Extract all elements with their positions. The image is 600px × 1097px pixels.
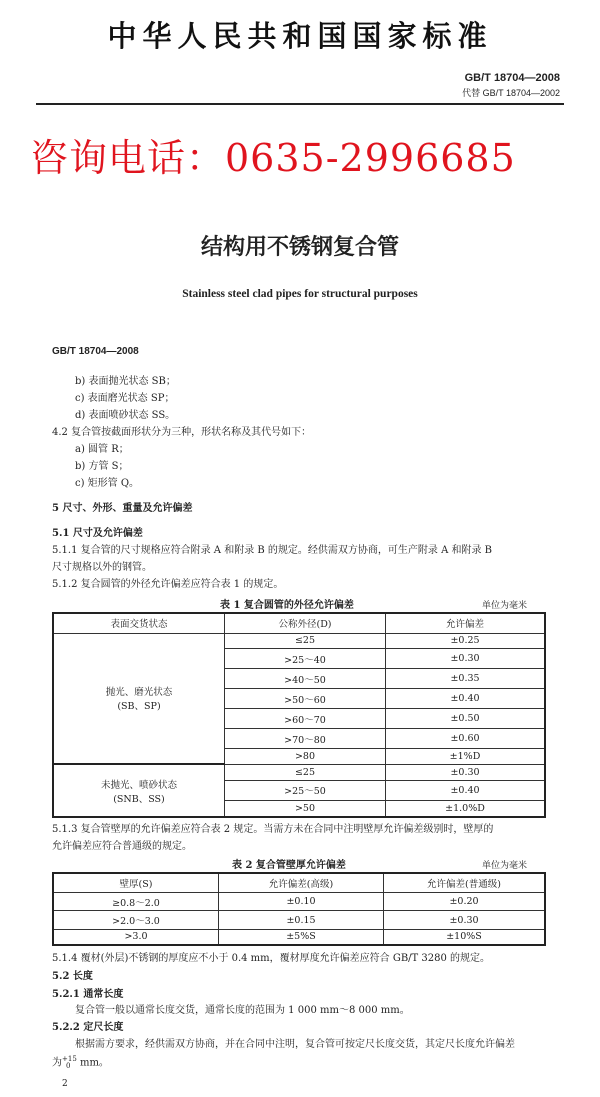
clause-5-1-2: 5.1.2 复合圆管的外径允许偏差应符合表 1 的规定。 bbox=[52, 579, 284, 590]
section-5-2-heading: 5.2 长度 bbox=[52, 971, 93, 982]
tolerance-lower: 0 bbox=[66, 1062, 71, 1070]
table1-cell: >50 bbox=[225, 800, 386, 817]
table1-cell: >25～50 bbox=[225, 780, 386, 800]
table1-cell: >70～80 bbox=[225, 729, 386, 749]
tolerance-line bbox=[52, 1056, 109, 1071]
section-5-1-heading: 5.1 尺寸及允许偏差 bbox=[52, 528, 143, 539]
table2-cell: ±0.30 bbox=[384, 911, 546, 930]
tolerance-suffix: mm。 bbox=[76, 1057, 109, 1069]
list-item: a) 圆管 R； bbox=[75, 444, 129, 455]
clause-5-2-2: 根据需方要求，经供需双方协商，并在合同中注明，复合管可按定尺长度交货，其定尺长度允许偏差 bbox=[75, 1039, 515, 1050]
table2-cell: ±10%S bbox=[384, 929, 546, 945]
table2-cell: >3.0 bbox=[53, 929, 219, 945]
table2-header: 壁厚(S) bbox=[53, 873, 219, 892]
clause-5-1-1: 5.1.1 复合管的尺寸规格应符合附录 A 和附录 B 的规定。经供需双方协商，可生产附录 A 和附录 B bbox=[52, 545, 493, 556]
table1 bbox=[52, 612, 546, 818]
table1-header: 表面交货状态 bbox=[53, 613, 225, 633]
table1-cell: ±0.30 bbox=[386, 764, 546, 780]
table1-cell: >40～50 bbox=[225, 669, 386, 689]
clause-5-1-3: 5.1.3 复合管壁厚的允许偏差应符合表 2 规定。当需方未在合同中注明壁厚允许偏差级别时，壁厚的 bbox=[52, 824, 494, 835]
table1-state-cell bbox=[53, 764, 225, 817]
list-item: c) 矩形管 Q。 bbox=[75, 478, 140, 489]
standard-header-title: 中华人民共和国国家标准 bbox=[107, 19, 493, 53]
table1-cell: ±0.35 bbox=[386, 669, 546, 689]
page-number: 2 bbox=[62, 1079, 68, 1089]
table1-cell: ±0.50 bbox=[386, 709, 546, 729]
table1-cell: ±0.40 bbox=[386, 689, 546, 709]
table2-header: 允许偏差(高级) bbox=[219, 873, 384, 892]
table2-caption: 表 2 复合管壁厚允许偏差 bbox=[232, 860, 346, 871]
table1-unit: 单位为毫米 bbox=[482, 601, 528, 611]
list-item: b) 方管 S； bbox=[75, 461, 129, 472]
state-label: 未抛光、喷砂状态 bbox=[100, 779, 177, 791]
tolerance-prefix: 为 bbox=[52, 1057, 62, 1069]
table2-cell: ±5%S bbox=[219, 929, 384, 945]
table1-cell: ±0.40 bbox=[386, 780, 546, 800]
table1-cell: ±0.30 bbox=[386, 649, 546, 669]
clause-5-2-1: 复合管一般以通常长度交货，通常长度的范围为 1 000 mm～8 000 mm。 bbox=[75, 1005, 410, 1016]
header-rule bbox=[36, 103, 564, 105]
table1-cell: ≤25 bbox=[225, 764, 386, 780]
table1-cell: ±0.25 bbox=[386, 633, 546, 649]
table1-header: 公称外径(D) bbox=[225, 613, 386, 633]
list-item: d) 表面喷砂状态 SS。 bbox=[75, 410, 176, 421]
list-item: b) 表面抛光状态 SB； bbox=[75, 376, 176, 387]
table1-cell: ≤25 bbox=[225, 633, 386, 649]
watermark-phone: 咨询电话：0635-2996685 bbox=[30, 136, 516, 180]
section-5-heading: 5 尺寸、外形、重量及允许偏差 bbox=[52, 503, 193, 514]
table1-cell: >80 bbox=[225, 749, 386, 765]
table2-cell: >2.0～3.0 bbox=[53, 911, 219, 930]
state-code: (SB、SP) bbox=[117, 701, 161, 713]
doc-title-cn: 结构用不锈钢复合管 bbox=[200, 235, 399, 260]
table2-header: 允许偏差(普通级) bbox=[384, 873, 546, 892]
section-5-2-2-heading: 5.2.2 定尺长度 bbox=[52, 1022, 124, 1033]
table2-cell: ±0.10 bbox=[219, 892, 384, 911]
tolerance-upper: +15 bbox=[62, 1055, 77, 1063]
table2-cell: ±0.15 bbox=[219, 911, 384, 930]
table1-cell: >25～40 bbox=[225, 649, 386, 669]
table1-cell: ±1.0%D bbox=[386, 800, 546, 817]
state-label: 抛光、磨光状态 bbox=[105, 687, 173, 699]
state-code: (SNB、SS) bbox=[113, 793, 165, 805]
table1-cell: >50～60 bbox=[225, 689, 386, 709]
replaces-standard: 代替 GB/T 18704—2002 bbox=[462, 88, 560, 98]
table1-state-cell bbox=[53, 633, 225, 764]
list-item: c) 表面磨光状态 SP； bbox=[75, 393, 175, 404]
table1-header: 允许偏差 bbox=[386, 613, 546, 633]
table1-cell: ±0.60 bbox=[386, 729, 546, 749]
table2-cell: ≥0.8～2.0 bbox=[53, 892, 219, 911]
clause-4-2: 4.2 复合管按截面形状分为三种，形状名称及其代号如下： bbox=[52, 427, 312, 438]
clause-5-1-1-cont: 尺寸规格以外的钢管。 bbox=[52, 562, 152, 573]
table1-cell: >60～70 bbox=[225, 709, 386, 729]
table1-caption: 表 1 复合圆管的外径允许偏差 bbox=[220, 600, 354, 611]
table2 bbox=[52, 872, 546, 946]
section-5-2-1-heading: 5.2.1 通常长度 bbox=[52, 989, 124, 1000]
doc-title-en: Stainless steel clad pipes for structural purposes bbox=[182, 288, 418, 300]
clause-5-1-3-cont: 允许偏差应符合普通级的规定。 bbox=[52, 841, 192, 852]
table2-cell: ±0.20 bbox=[384, 892, 546, 911]
running-header: GB/T 18704—2008 bbox=[52, 346, 139, 357]
table1-cell: ±1%D bbox=[386, 749, 546, 765]
table2-unit: 单位为毫米 bbox=[482, 861, 528, 871]
standard-number: GB/T 18704—2008 bbox=[464, 72, 560, 84]
clause-5-1-4: 5.1.4 覆材(外层)不锈钢的厚度应不小于 0.4 mm，覆材厚度允许偏差应符合 GB/T 3280 的规定。 bbox=[52, 953, 491, 964]
